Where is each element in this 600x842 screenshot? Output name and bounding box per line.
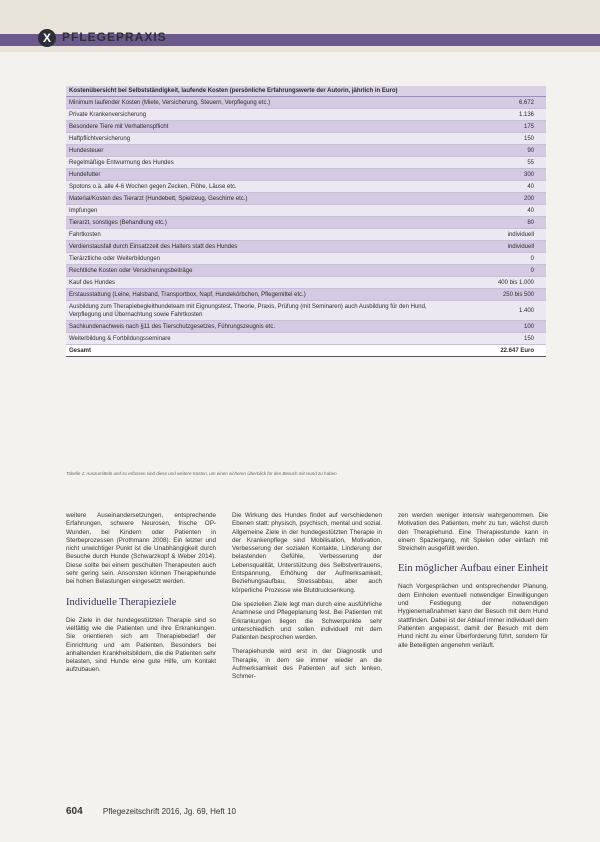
cost-item-label: Rechtliche Kosten oder Versicherungsbeiträge xyxy=(66,265,441,277)
section-logo-icon: X xyxy=(38,29,56,47)
cost-item-value: individuell xyxy=(441,241,546,253)
paragraph: zen werden weniger intensiv wahrgenommen. Die Motivation des Patienten, mehr zu tun, wächst durch den Therapiehund. Eine Therapiestunde kann in einem Spaziergang, mit Spielen oder einfach mit Streicheln ausgefüllt werden. xyxy=(398,512,548,553)
journal-citation: Pflegezeitschrift 2016, Jg. 69, Heft 10 xyxy=(102,807,236,816)
paragraph: Therapiehunde wird erst in der Diagnostik und Therapie, in dem sie immer wieder an die Aufmerksamkeit des Patienten auf sich lenken, Schmer- xyxy=(232,648,382,681)
table-row xyxy=(66,253,546,265)
cost-item-label: Impfungen xyxy=(66,205,441,217)
paragraph: Nach Vorgesprächen und entsprechender Planung, dem Einholen eventuell notwendiger Einwilligungen und Festlegung der notwendigen Hygienemaßnahmen kann der Besuch mit dem Hund stattfinden. Dabei ist der Ablauf immer individuell dem Patienten angepasst, damit der Besuch mit dem Hund nicht zu einer Überforderung führt, sondern für alle Beteiligten angenehm verläuft. xyxy=(398,583,548,649)
table-row xyxy=(66,301,546,321)
cost-table-body xyxy=(66,97,546,357)
cost-item-value: 80 xyxy=(441,217,546,229)
cost-item-label: Kauf des Hundes xyxy=(66,277,441,289)
cost-item-label: Sachkundenachweis nach §11 des Tierschutzgesetzes, Führungszeugnis etc. xyxy=(66,321,441,333)
cost-item-label: Haftpflichtversicherung xyxy=(66,133,441,145)
cost-item-value: 150 xyxy=(441,333,546,345)
cost-item-label: Besondere Tiere mit Verhaltenspflicht xyxy=(66,121,441,133)
cost-item-label: Tierarzt, sonstiges (Behandlung etc.) xyxy=(66,217,441,229)
page-header xyxy=(0,0,600,52)
table-row xyxy=(66,181,546,193)
subheading-therapy-goals: Individuelle Therapieziele xyxy=(66,596,177,608)
table-caption: Tabelle 1: Auszumitteln und zu erfassen sind diese und weitere Kosten, um einen sicheren Überblick für den Besuch mit Hund zu haben xyxy=(66,471,337,476)
cost-item-label: Tierärztliche oder Weiterbildungen xyxy=(66,253,441,265)
cost-item-label: Hundefutter xyxy=(66,169,441,181)
cost-item-value: 1.136 xyxy=(441,109,546,121)
cost-item-label: Erstausstattung (Leine, Halsband, Transportbox, Napf, Hundekörbchen, Pflegemittel etc.) xyxy=(66,289,441,301)
page-footer xyxy=(66,806,236,817)
table-total-row xyxy=(66,345,546,357)
table-row xyxy=(66,157,546,169)
table-row xyxy=(66,193,546,205)
cost-item-value: 40 xyxy=(441,181,546,193)
total-label: Gesamt xyxy=(66,345,441,357)
table-row xyxy=(66,145,546,157)
subheading-unit-structure: Ein möglicher Aufbau einer Einheit xyxy=(398,563,548,575)
cost-item-label: Private Krankenversicherung xyxy=(66,109,441,121)
cost-item-value: 55 xyxy=(441,157,546,169)
table-row xyxy=(66,321,546,333)
cost-item-label: Spotons o.ä. alle 4-6 Wochen gegen Zecken, Flöhe, Läuse etc. xyxy=(66,181,441,193)
cost-item-value: 90 xyxy=(441,145,546,157)
table-row xyxy=(66,205,546,217)
table-row xyxy=(66,121,546,133)
cost-item-value: 40 xyxy=(441,205,546,217)
cost-item-label: Minimum laufender Kosten (Miete, Versicherung, Steuern, Verpflegung etc.) xyxy=(66,97,441,109)
total-value: 22.647 Euro xyxy=(441,345,546,357)
paragraph: Die Ziele in der hundegestützten Therapie sind so vielfältig wie die Patienten und ihre Erkrankungen. Sie orientieren sich am Therapiebedarf der Einrichtung und am Patienten. Besonders bei anhaltenden Krankheitsbildern, die die Patienten sehr belasten, sind Hunde eine gute Hilfe, um Kontakt aufzubauen. xyxy=(66,616,216,674)
table-row xyxy=(66,169,546,181)
cost-item-value: individuell xyxy=(441,229,546,241)
table-row xyxy=(66,265,546,277)
page-number: 604 xyxy=(66,806,83,817)
paragraph: Die Wirkung des Hundes findet auf verschiedenen Ebenen statt: physisch, psychisch, mental und sozial. Allgemeine Ziele in der hundegestützten Therapie in der Krankenpflege sind Mobilisation, Motivation, Verbesserung der sozialen Kontakte, Linderung der belastenden Gefühle, Verbesserung der Lebensqualität, Unterstützung des Selbstvertrauens, Entspannung, Erhöhung der Aufmerksamkeit, Beziehungsaufbau, Stressabbau, aber auch körperliche Prozesse wie Blutdrucksenkung. xyxy=(232,512,382,594)
cost-item-label: Regelmäßige Entwurmung des Hundes xyxy=(66,157,441,169)
cost-item-value: 6.672 xyxy=(441,97,546,109)
text-column-3 xyxy=(398,512,548,656)
cost-item-value: 150 xyxy=(441,133,546,145)
cost-item-value: 250 bis 500 xyxy=(441,289,546,301)
table-row xyxy=(66,333,546,345)
cost-item-value: 100 xyxy=(441,321,546,333)
table-row xyxy=(66,133,546,145)
cost-item-value: 0 xyxy=(441,253,546,265)
cost-item-label: Fahrtkosten xyxy=(66,229,441,241)
table-row xyxy=(66,277,546,289)
text-column-2 xyxy=(232,512,382,688)
cost-item-label: Weiterbildung & Fortbildungsseminare xyxy=(66,333,441,345)
table-row xyxy=(66,241,546,253)
cost-item-label: Ausbildung zum Therapiebegleithundeteam mit Eignungstest, Theorie, Praxis, Prüfung (mit Seminaren) auch Ausbildung für den Hund, Verpflegung und Übernachtung sowie Fahrtkosten xyxy=(66,301,441,321)
text-column-1 xyxy=(66,512,216,681)
cost-item-label: Material/Kosten des Tierarzt (Hundebett, Spielzeug, Geschirre etc.) xyxy=(66,193,441,205)
cost-item-value: 300 xyxy=(441,169,546,181)
table-row xyxy=(66,217,546,229)
cost-item-label: Verdienstausfall durch Einsatzzeit des Halters statt des Hundes xyxy=(66,241,441,253)
cost-item-value: 175 xyxy=(441,121,546,133)
cost-item-value: 0 xyxy=(441,265,546,277)
cost-item-value: 400 bis 1.000 xyxy=(441,277,546,289)
cost-table xyxy=(66,86,546,357)
table-heading: Kostenübersicht bei Selbstständigkeit, laufende Kosten (persönliche Erfahrungswerte der Autorin, jährlich in Euro) xyxy=(66,86,546,97)
table-row xyxy=(66,109,546,121)
cost-item-value: 1.400 xyxy=(441,301,546,321)
table-row xyxy=(66,229,546,241)
cost-item-value: 200 xyxy=(441,193,546,205)
paragraph: Die speziellen Ziele legt man durch eine ausführliche Anamnese und Pflegeplanung fest. Bei Patienten mit Erkrankungen liegen die Schwerpunkte sehr unterschiedlich und sollen individuell mit dem Patienten besprochen werden. xyxy=(232,600,382,642)
table-row xyxy=(66,97,546,109)
cost-item-label: Hundesteuer xyxy=(66,145,441,157)
section-title: PFLEGEPRAXIS xyxy=(62,30,167,44)
paragraph: weitere Auseinandersetzungen, entsprechende Erfahrungen, schwere Neurosen, frische OP-Wunden, bei Kindern oder Patienten in Sterbeprozessen (Prothmann 2008). Ein letzter und nicht unwichtiger Punkt ist die Unabhängigkeit durch Besuche durch Hunde (Schwarzkopf & Weber 2014). Diese sollte bei einem geschulten Therapeuten auch sehr gering sein. Ansonsten können Therapiehunde bei hohen Belastungen eingesetzt werden. xyxy=(66,512,216,586)
table-row xyxy=(66,289,546,301)
